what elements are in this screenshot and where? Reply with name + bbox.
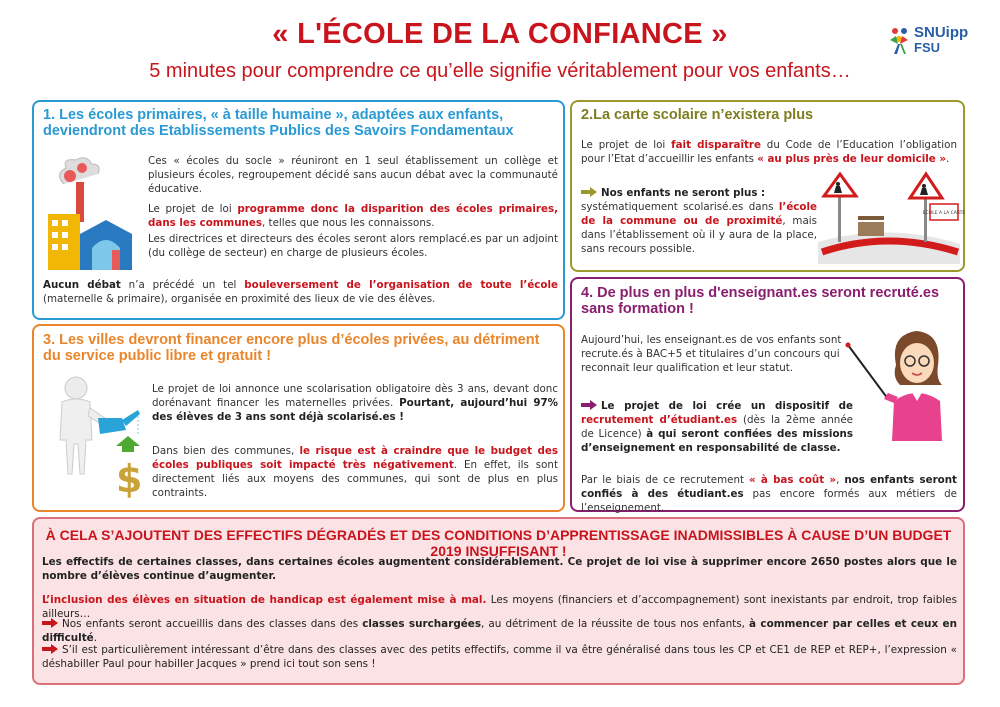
bold-text: Pourtant, aujourd’hui 97% des élèves de 3 ans sont déjà scolarisé.es ! <box>152 397 558 423</box>
highlight: programme donc la disparition des écoles primaires, dans les communes <box>148 203 558 229</box>
arrow-right-icon <box>581 187 597 197</box>
text: Les moyens (financiers et d’accompagnement) sont inexistants par endroit, trop faibles ailleurs… <box>42 594 957 620</box>
text: , <box>836 474 845 486</box>
text: , au détriment de la réussite de tous nos enfants, <box>481 618 750 630</box>
highlight: le risque est à craindre que le budget des écoles publiques soit impacté très négativement <box>152 445 558 471</box>
logo-figures-icon <box>888 26 912 56</box>
arrow-right-icon <box>42 618 58 628</box>
text: Le projet de loi annonce une scolarisation obligatoire dès 3 ans, devant donc dorénavant financer les maternelles privées. <box>152 383 558 409</box>
bold-text: nos enfants seront confiés à des étudiant.es <box>581 474 957 500</box>
text: (maternelle & primaire), organisée en proximité des lieux de vie des élèves. <box>43 293 436 305</box>
section-5-para-3 <box>42 617 957 645</box>
factory-school-icon <box>44 154 134 274</box>
bold-text: Le projet de loi crée un dispositif de <box>601 400 853 412</box>
section-4-para-2 <box>581 399 853 455</box>
text: Le projet de loi <box>581 139 672 151</box>
highlight: bouleversement de l’organisation de toute l’école <box>244 279 558 291</box>
svg-text:$: $ <box>116 457 143 501</box>
section-1-para-3: Les directrices et directeurs des écoles seront alors remplacé.es par un adjoint (du collège de secteur) en charge de plusieurs écoles. <box>148 233 558 259</box>
snuipp-logo <box>888 24 970 58</box>
bold-text: à commencer par celles et ceux en difficulté <box>42 618 957 644</box>
text: Par le biais de ce recrutement <box>581 474 749 486</box>
logo-text-fsu: FSU <box>914 40 940 55</box>
section-4-title: 4. De plus en plus d'enseignant.es seront recruté.es sans formation ! <box>581 285 940 317</box>
logo-text-snuipp: SNUipp <box>914 24 969 41</box>
section-2-title: 2.La carte scolaire n’existera plus <box>581 107 814 123</box>
section-3-title: 3. Les villes devront financer encore plus d’écoles privées, au détriment du service public libre et gratuit ! <box>43 332 540 364</box>
text: Dans bien des communes, <box>152 445 300 457</box>
section-carte-scolaire <box>570 100 965 272</box>
bold-text: à qui seront confiées des missions d’enseignement en responsabilité de classe. <box>581 428 853 454</box>
text: Le projet de loi <box>148 203 238 215</box>
page-subtitle: 5 minutes pour comprendre ce qu’elle signifie véritablement pour vos enfants… <box>149 60 851 82</box>
highlight: l’école de la commune ou de proximité <box>581 201 817 227</box>
bold-text: classes surchargées <box>362 618 482 630</box>
section-2-para-2 <box>581 186 817 256</box>
text: . <box>93 632 98 644</box>
bold-text: Aucun débat <box>43 279 121 291</box>
sign-text: ECOLE A LA CARTE <box>922 211 966 216</box>
section-4-para-1: Aujourd’hui, les enseignant.es de vos enfants sont recrute.és à BAC+5 et titulaires d’un concours qui reconnait leur qualification et leur statut. <box>581 334 842 374</box>
section-1-title: 1. Les écoles primaires, « à taille humaine », adaptées aux enfants, deviendront des Etablissements Publics des Savoirs Fondamentaux <box>43 107 514 139</box>
section-1-para-1: Ces « écoles du socle » réuniront en 1 seul établissement un collège et plusieurs écoles, regroupement décidé sans aucun débat avec la communauté éducative. <box>148 155 558 195</box>
highlight: recrutement d’étudiant.es <box>581 414 738 426</box>
arrow-right-icon <box>581 400 597 410</box>
text: Nos enfants seront accueillis dans des classes dans des <box>62 618 363 630</box>
highlight: fait disparaître <box>671 139 761 151</box>
text: , telles que nous les connaissons. <box>262 217 435 229</box>
text: (dès la 2ème année de Licence) <box>581 414 853 440</box>
section-5-para-4 <box>42 643 957 671</box>
text: n’a précédé un tel <box>120 279 245 291</box>
section-ecoles-primaires <box>32 100 565 320</box>
section-4-para-3 <box>581 473 957 515</box>
text: pas encore formés aux métiers de l’enseignement. <box>581 488 957 514</box>
text: du Code de l’Education l’obligation pour l’Etat d’accueillir les enfants <box>581 139 957 165</box>
text: . <box>945 153 950 165</box>
highlight: « au plus près de leur domicile » <box>757 153 946 165</box>
section-ecoles-privees <box>32 324 565 512</box>
text: , mais dans l’établissement où il y aura de la place, sans recours possible. <box>581 215 817 255</box>
section-1-para-2 <box>148 202 558 230</box>
highlight: « à bas coût » <box>748 474 837 486</box>
school-sign-road-icon <box>818 172 966 264</box>
bold-text: Nos enfants ne seront plus : <box>601 187 766 199</box>
text: S’il est particulièrement intéressant d’être dans des classes avec des petits effectifs, comme il va être généralisé dans tous les CP et CE1 de REP et REP+, l’expression « déshabiller Paul pour habiller Jacques » prend ici tout son sens ! <box>42 644 957 670</box>
section-1-para-4 <box>43 278 558 306</box>
section-3-para-2 <box>152 444 558 500</box>
section-3-para-1 <box>152 382 558 424</box>
section-5-title: À CELA S’AJOUTENT DES EFFECTIFS DÉGRADÉS ET DES CONDITIONS D’APPRENTISSAGE INADMISSIBLES À CAUSE D’UN BUDGET 2019 INSUFFISANT ! <box>45 527 952 559</box>
text: . En effet, ils sont directement liés aux moyens des communes, qui sont de plus en plus contraints. <box>152 459 558 499</box>
section-enseignants-sans-formation <box>570 277 965 512</box>
highlight: L’inclusion des élèves en situation de handicap est également mise à mal. <box>42 594 487 606</box>
figure-watering-money-icon <box>46 374 143 501</box>
page-title: « L'ÉCOLE DE LA CONFIANCE » <box>272 18 728 50</box>
arrow-right-icon <box>42 644 58 654</box>
text: systématiquement scolarisé.es dans <box>581 201 779 213</box>
section-2-para-1 <box>581 138 957 166</box>
section-effectifs-degrades <box>32 517 965 685</box>
section-5-para-1: Les effectifs de certaines classes, dans certaines écoles augmentent considérablement. Ce projet de loi vise à supprimer encore 2650 postes alors que le nombre d’élèves continue d’augmenter. <box>42 556 957 582</box>
teacher-pointer-icon <box>844 321 954 441</box>
